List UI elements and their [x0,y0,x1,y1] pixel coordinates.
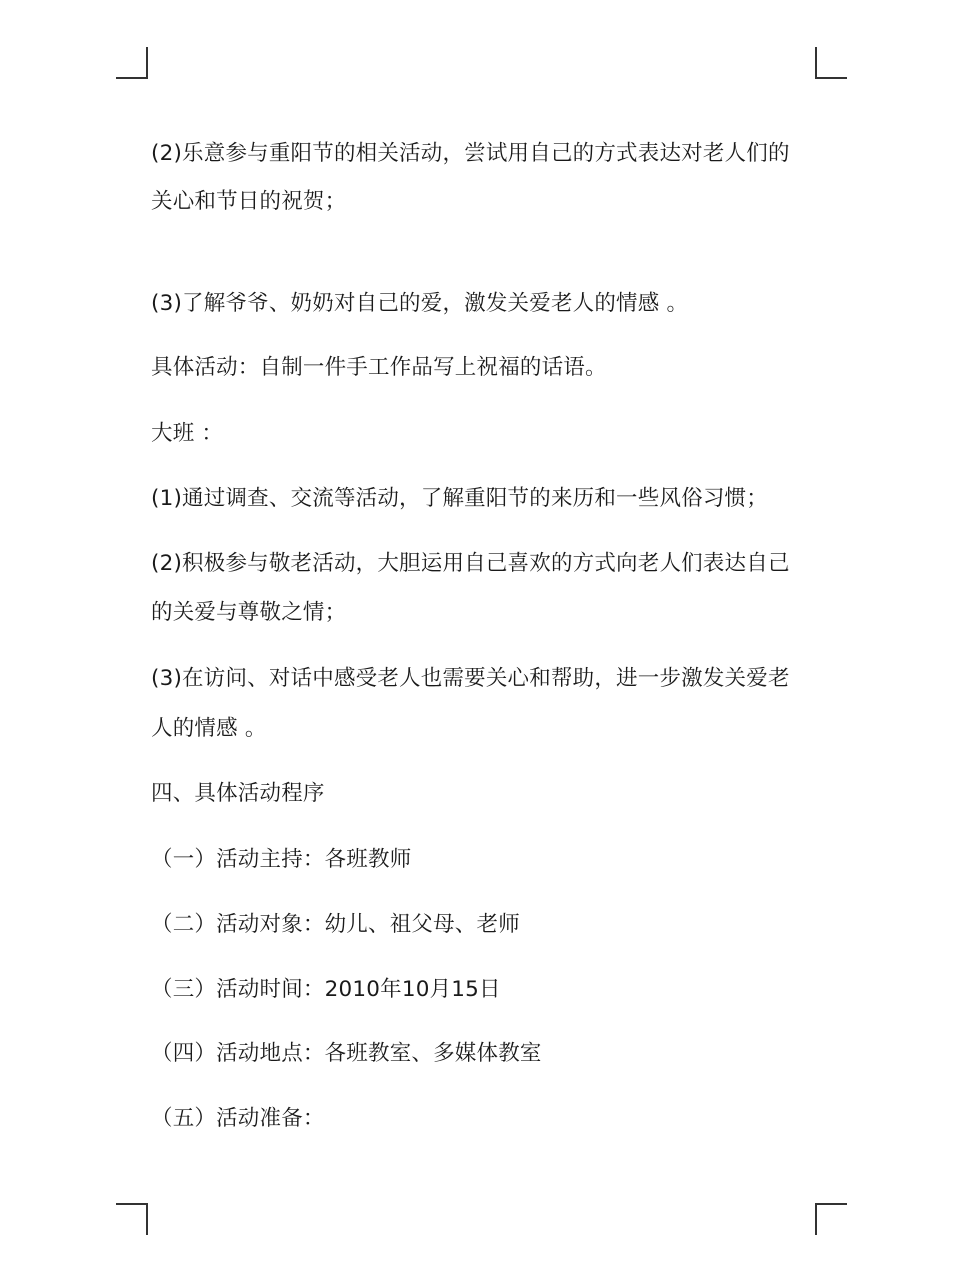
list-item: （一）活动主持：各班教师 [151,847,412,872]
text-line: 关心和节日的祝贺； [151,189,347,214]
crop-mark-top-left [116,47,148,79]
text-line: (2)积极参与敬老活动，大胆运用自己喜欢的方式向老人们表达自己 [151,551,790,576]
text-line: (1)通过调查、交流等活动，了解重阳节的来历和一些风俗习惯； [151,486,768,511]
list-item: （五）活动准备： [151,1106,325,1131]
list-item: （三）活动时间：2010年10月15日 [151,977,501,1002]
section-heading-procedure: 四、具体活动程序 [151,781,325,806]
text-line: 人的情感 。 [151,716,267,741]
crop-mark-top-right [815,47,847,79]
text-line: 具体活动：自制一件手工作品写上祝福的话语。 [151,355,607,380]
list-item: （二）活动对象：幼儿、祖父母、老师 [151,912,520,937]
text-line: (3)在访问、对话中感受老人也需要关心和帮助，进一步激发关爱老 [151,666,790,691]
text-line: (3)了解爷爷、奶奶对自己的爱，激发关爱老人的情感 。 [151,291,689,316]
crop-mark-bottom-left [116,1203,148,1235]
crop-mark-bottom-right [815,1203,847,1235]
text-line: (2)乐意参与重阳节的相关活动，尝试用自己的方式表达对老人们的 [151,141,790,166]
text-line: 的关爱与尊敬之情； [151,600,347,625]
list-item: （四）活动地点：各班教室、多媒体教室 [151,1041,542,1066]
section-heading-da-ban: 大班 ： [151,421,224,446]
